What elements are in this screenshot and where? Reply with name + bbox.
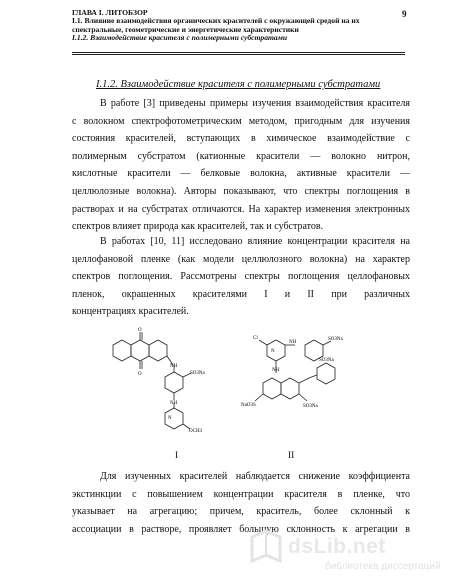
text-line: экстинкции с повышением концентрации красителя в пленке, что — [72, 488, 410, 500]
atom-label: SO3Na — [328, 337, 343, 342]
text-line: кислотные красители — белковые волокна, активные красители — — [72, 168, 410, 180]
running-header — [72, 9, 402, 43]
atom-label: OCH3 — [189, 429, 203, 434]
watermark — [288, 535, 441, 572]
header-rule — [72, 52, 405, 53]
atom-label: O — [138, 372, 142, 377]
atom-label: NaO3S — [241, 403, 256, 408]
header-section-line-2: спектральные, геометрические и энергетические характеристики — [72, 24, 299, 34]
watermark-subtitle: библиотека диссертаций — [325, 561, 441, 572]
header-section-line-1: I.1. Влияние взаимодействия органических красителей с окружающей средой на их — [72, 16, 360, 26]
dye-structures-figure — [95, 323, 355, 463]
atom-label: Cl — [253, 336, 258, 341]
text-line: целлюлозные волокна). Авторы показывают, что спектры поглощения в — [72, 185, 410, 197]
header-rule-thin — [72, 54, 405, 55]
atom-label: NH — [170, 364, 178, 369]
text-line: концентрациях красителей. — [72, 306, 189, 318]
page-number: 9 — [402, 9, 407, 19]
text-line: В работах [10, 11] исследовано влияние концентрации красителя на — [100, 236, 410, 247]
text-line: состояния красителей, вступающих в химическое взаимодействие с — [72, 133, 410, 145]
structure-i-atoms — [138, 328, 206, 434]
text-line: указывает на агрегацию; причем, краситель, более склонный к — [72, 506, 410, 518]
atom-label: NH — [289, 340, 297, 345]
section-heading: I.1.2. Взаимодействие красителя с полимерными субстратами — [96, 79, 381, 90]
atom-label: O — [138, 328, 142, 333]
text-line: целлофановой пленке (как модели целлюлозного волокна) на характер — [72, 253, 410, 265]
watermark-brand: dsLib.net — [288, 535, 386, 558]
text-line: спектров поглощения. Рассмотрены спектры поглощения целлофановых — [72, 271, 410, 283]
atom-label: NH — [272, 368, 280, 373]
atom-label: N — [168, 416, 172, 421]
header-subsection-line: I.1.2. Взаимодействие красителя с полимерными субстратами — [72, 33, 288, 43]
chapter-title: ГЛАВА I. ЛИТОБЗОР — [72, 8, 148, 17]
text-line: полимерным субстратом (катионные красители — волокно нитрон, — [72, 150, 410, 162]
structure-ii — [255, 340, 335, 401]
atom-label: SO3Na — [303, 404, 318, 409]
paragraph-2 — [72, 233, 410, 321]
text-line: пленок, окрашенных красителями I и II при различных — [72, 288, 410, 300]
atom-label: SO3Na — [319, 358, 334, 363]
paragraph-1 — [72, 95, 410, 236]
text-line: спектров влияет природа как красителей, так и субстратов. — [72, 221, 324, 233]
paragraph-3 — [72, 468, 410, 538]
structure-label-ii: II — [288, 451, 295, 461]
book-logo-icon — [248, 527, 284, 567]
structure-i — [113, 332, 191, 429]
text-line: Для изученных красителей наблюдается снижение коэффициента — [100, 471, 410, 482]
text-line: В работе [3] приведены примеры изучения взаимодействия красителя — [100, 98, 410, 109]
atom-label: NH — [170, 401, 178, 406]
atom-label: SO3Na — [190, 371, 205, 376]
text-line: ассоциации в растворе, проявляет большую склонность к агрегации в — [72, 523, 410, 535]
text-line: с волокном спектрофотометрическим методом, пригодным для изучения — [72, 115, 410, 127]
atom-label: N — [271, 349, 275, 354]
structure-label-i: I — [175, 451, 179, 461]
text-line: растворах и на субстратах отличаются. На характер изменения электронных — [72, 203, 410, 215]
